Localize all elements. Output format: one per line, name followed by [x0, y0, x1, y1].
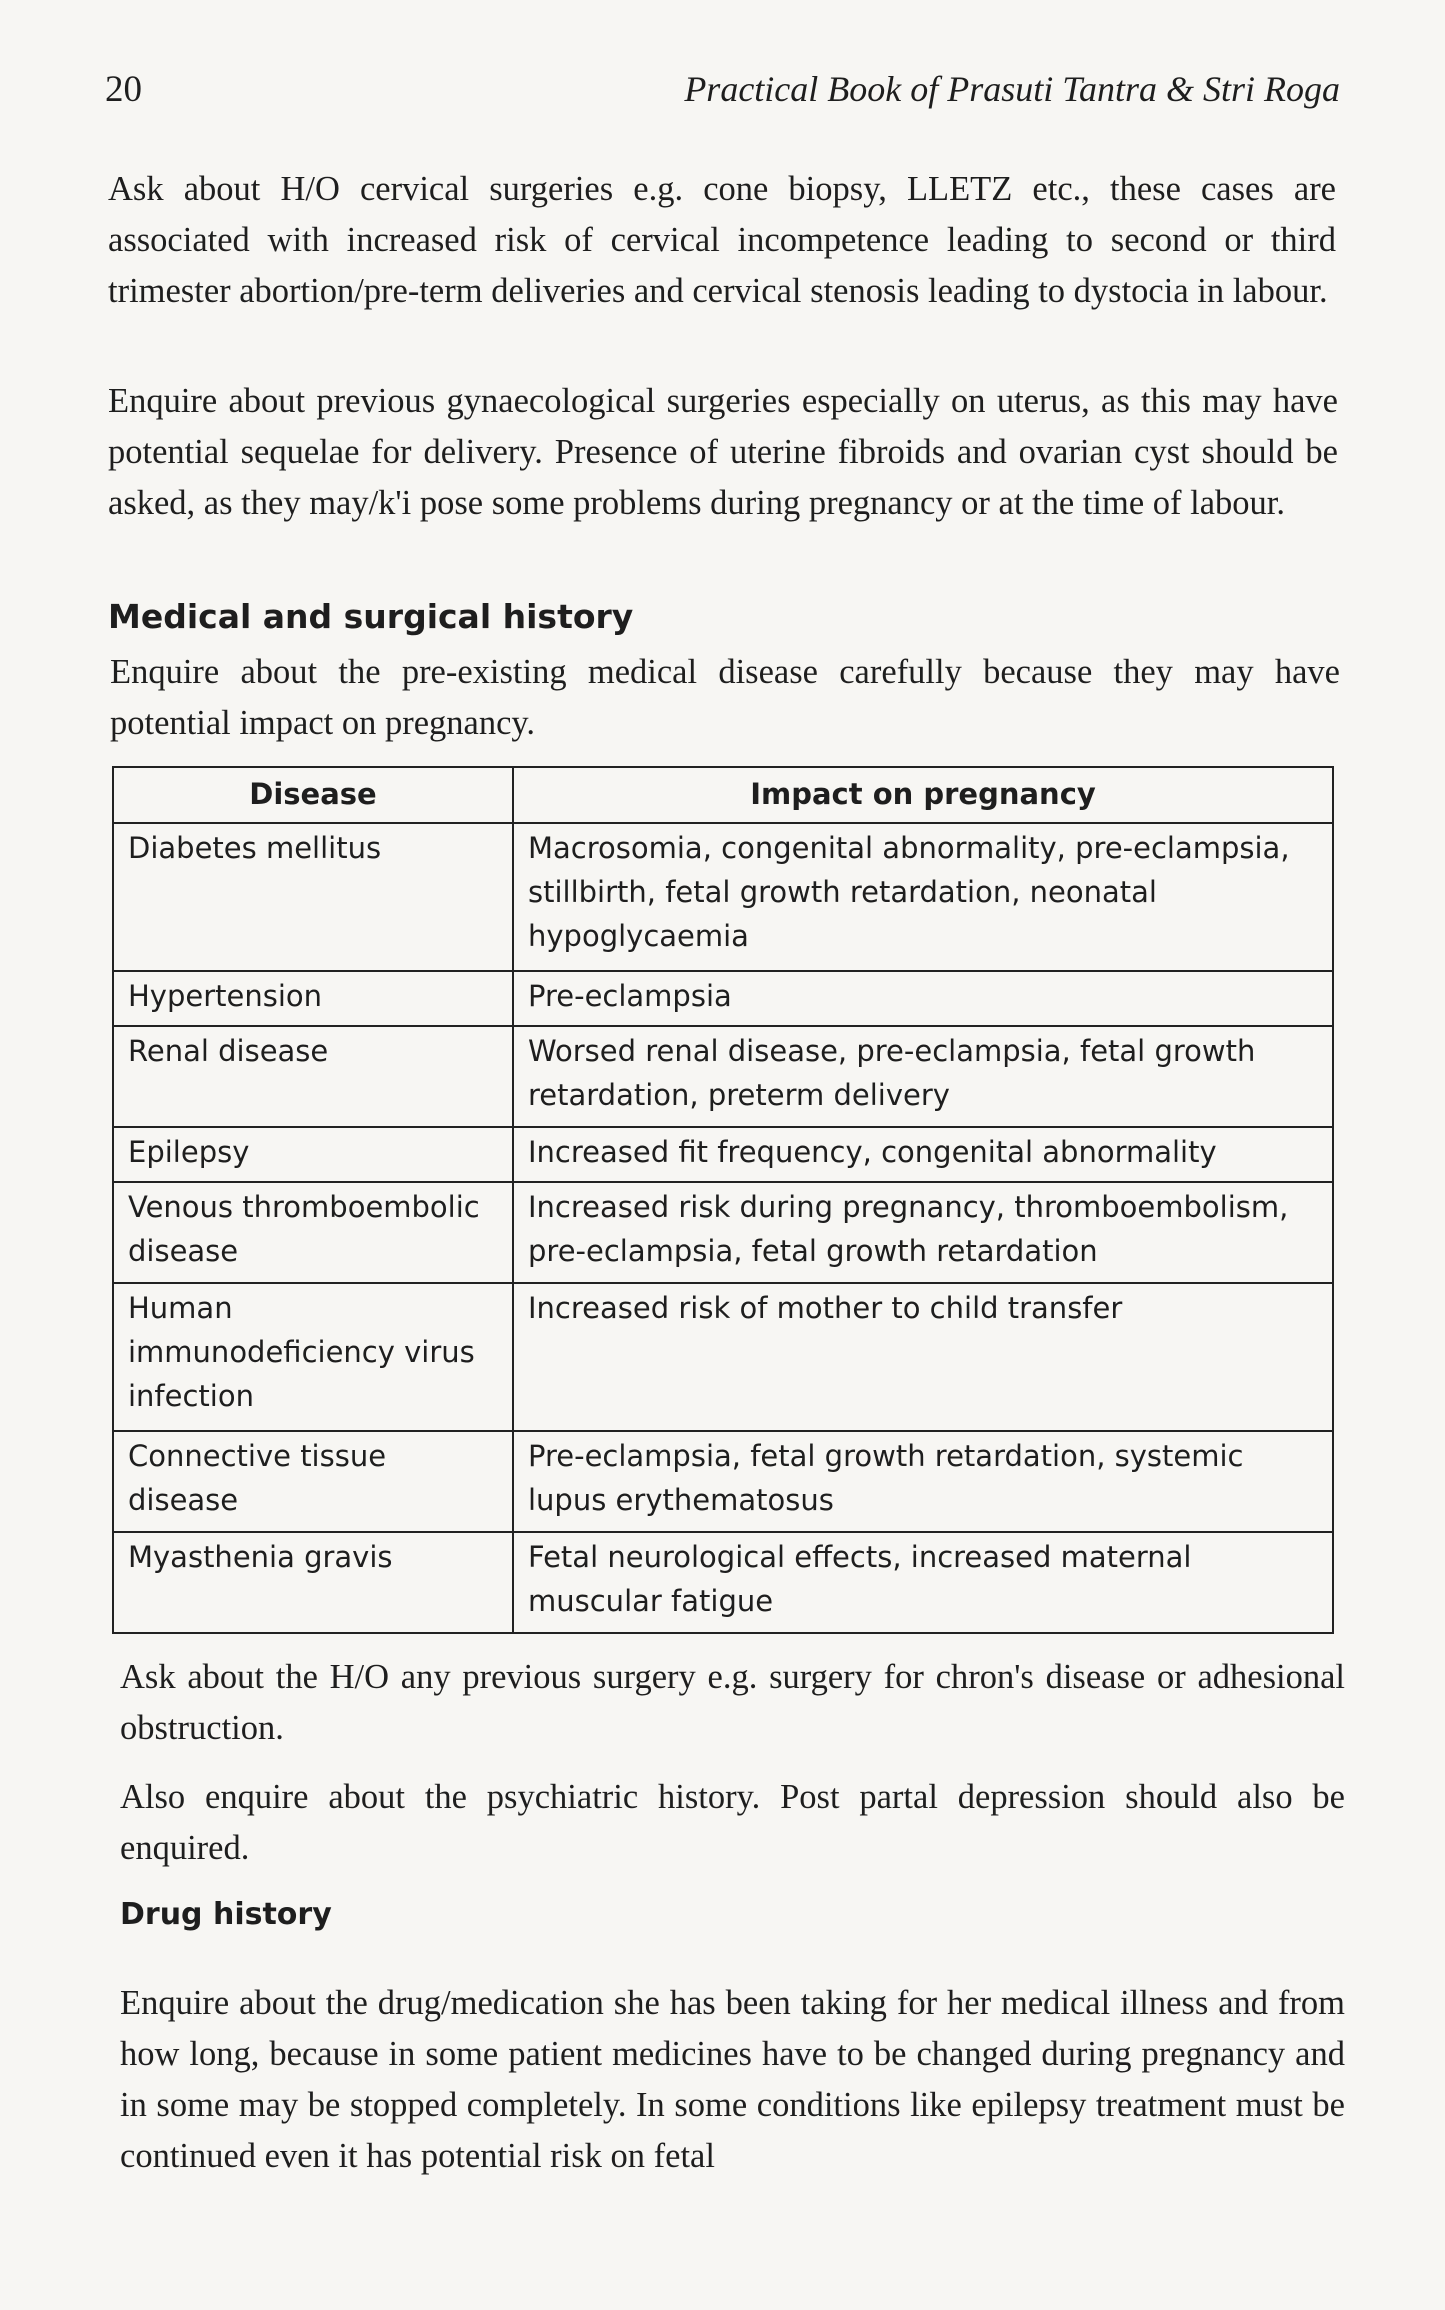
- heading-drug-history: Drug history: [120, 1897, 332, 1932]
- paragraph-gynaecological-surgeries: Enquire about previous gynaecological surgeries especially on uterus, as this may have potential sequelae for delivery. Presence of uterine fibroids and ovarian cyst should be asked, as they may/k'i pose some problems during pregnancy or at the time of labour.: [108, 382, 1338, 522]
- paragraph-cervical-surgeries: Ask about H/O cervical surgeries e.g. cone biopsy, LLETZ etc., these cases are associated with increased risk of cervical incompetence leading to second or third trimester abortion/pre-term deliveries and cervical stenosis leading to dystocia in labour.: [108, 170, 1336, 310]
- table-row: [113, 1283, 1333, 1431]
- table-row: [113, 1182, 1333, 1283]
- table-row: [113, 1127, 1333, 1182]
- disease-cell: Renal disease: [113, 1026, 513, 1127]
- disease-cell: Epilepsy: [113, 1127, 513, 1182]
- running-title: Practical Book of Prasuti Tantra & Stri Roga: [684, 69, 1340, 109]
- table-row: [113, 971, 1333, 1026]
- table-row: [113, 1431, 1333, 1532]
- table-row: [113, 1026, 1333, 1127]
- paragraph-pre-existing-disease: Enquire about the pre-existing medical disease carefully because they may have potential impact on pregnancy.: [110, 653, 1340, 742]
- disease-cell: Human immunodeficiency virus infection: [113, 1283, 513, 1431]
- impact-cell: Increased fit frequency, congenital abnormality: [513, 1127, 1333, 1182]
- disease-cell: Myasthenia gravis: [113, 1532, 513, 1633]
- paragraph-previous-surgery: Ask about the H/O any previous surgery e.g. surgery for chron's disease or adhesional obstruction.: [120, 1658, 1345, 1747]
- impact-cell: Increased risk of mother to child transfer: [513, 1283, 1333, 1431]
- impact-cell: Fetal neurological effects, increased maternal muscular fatigue: [513, 1532, 1333, 1633]
- impact-cell: Pre-eclampsia: [513, 971, 1333, 1026]
- impact-cell: Macrosomia, congenital abnormality, pre-eclampsia, stillbirth, fetal growth retardation, neonatal hypoglycaemia: [513, 823, 1333, 971]
- heading-medical-surgical-history: Medical and surgical history: [108, 597, 634, 636]
- impact-cell: Increased risk during pregnancy, thromboembolism, pre-eclampsia, fetal growth retardation: [513, 1182, 1333, 1283]
- disease-cell: Venous thromboembolic disease: [113, 1182, 513, 1283]
- column-header-impact: Impact on pregnancy: [513, 767, 1333, 823]
- disease-cell: Hypertension: [113, 971, 513, 1026]
- disease-cell: Connective tissue disease: [113, 1431, 513, 1532]
- table-header-row: [113, 767, 1333, 823]
- impact-cell: Pre-eclampsia, fetal growth retardation, systemic lupus erythematosus: [513, 1431, 1333, 1532]
- disease-impact-table: [112, 766, 1334, 1634]
- table-row: [113, 823, 1333, 971]
- disease-cell: Diabetes mellitus: [113, 823, 513, 971]
- paragraph-psychiatric-history: Also enquire about the psychiatric history. Post partal depression should also be enquired.: [120, 1778, 1345, 1867]
- page-header: [105, 68, 1340, 128]
- impact-cell: Worsed renal disease, pre-eclampsia, fetal growth retardation, preterm delivery: [513, 1026, 1333, 1127]
- table-row: [113, 1532, 1333, 1633]
- paragraph-drug-history: Enquire about the drug/medication she has been taking for her medical illness and from how long, because in some patient medicines have to be changed during pregnancy and in some may be stopped completely. In some conditions like epilepsy treatment must be continued even it has potential risk on fetal: [120, 1984, 1345, 2175]
- column-header-disease: Disease: [113, 767, 513, 823]
- page-number: 20: [105, 69, 142, 110]
